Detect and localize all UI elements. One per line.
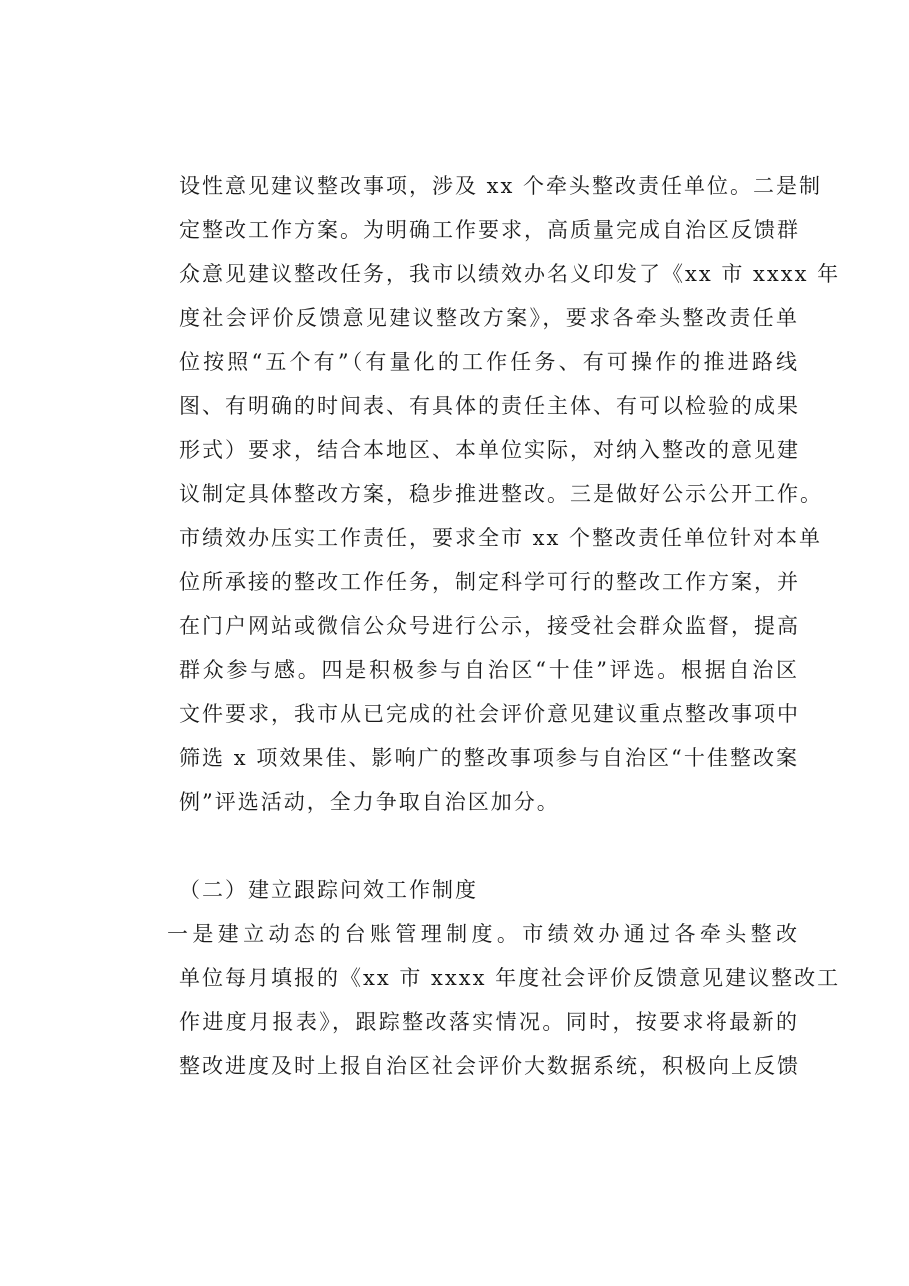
text-line: 一是建立动态的台账管理制度。市绩效办通过各牵头整改 <box>167 922 799 946</box>
text-line: 筛选 x 项效果佳、影响广的整改事项参与自治区“十佳整改案 <box>179 746 799 770</box>
text-line: 作进度月报表》，跟踪整改落实情况。同时，按要求将最新的 <box>179 1010 799 1034</box>
text-line: 市绩效办压实工作责任，要求全市 xx 个整改责任单位针对本单 <box>179 526 823 550</box>
text-line: 定整改工作方案。为明确工作要求，高质量完成自治区反馈群 <box>179 218 800 242</box>
text-line: 图、有明确的时间表、有具体的责任主体、有可以检验的成果 <box>179 394 800 418</box>
body-paragraph-1 <box>179 164 841 824</box>
text-line: 单位每月填报的《xx 市 xxxx 年度社会评价反馈意见建议整改工 <box>179 966 841 990</box>
text-line: 群众参与感。四是积极参与自治区“十佳”评选。根据自治区 <box>179 658 799 682</box>
text-line: 度社会评价反馈意见建议整改方案》，要求各牵头整改责任单 <box>179 306 799 330</box>
text-line: 议制定具体整改方案，稳步推进整改。三是做好公示公开工作。 <box>179 482 823 506</box>
text-line: 整改进度及时上报自治区社会评价大数据系统，积极向上反馈 <box>179 1054 800 1078</box>
text-line: 文件要求，我市从已完成的社会评价意见建议重点整改事项中 <box>179 702 800 726</box>
text-line: 例”评选活动，全力争取自治区加分。 <box>179 790 560 814</box>
section-heading: （二）建立跟踪问效工作制度 <box>179 878 478 902</box>
text-line: 在门户网站或微信公众号进行公示，接受社会群众监督，提高 <box>179 614 800 638</box>
text-line: 位按照“五个有”（有量化的工作任务、有可操作的推进路线 <box>179 350 799 374</box>
text-line: 形式）要求，结合本地区、本单位实际，对纳入整改的意见建 <box>179 438 800 462</box>
text-line: 众意见建议整改任务，我市以绩效办名义印发了《xx 市 xxxx 年 <box>179 262 841 286</box>
text-line: 设性意见建议整改事项，涉及 xx 个牵头整改责任单位。二是制 <box>179 174 823 198</box>
text-line: 位所承接的整改工作任务，制定科学可行的整改工作方案，并 <box>179 570 800 594</box>
body-paragraph-2 <box>167 912 841 1088</box>
